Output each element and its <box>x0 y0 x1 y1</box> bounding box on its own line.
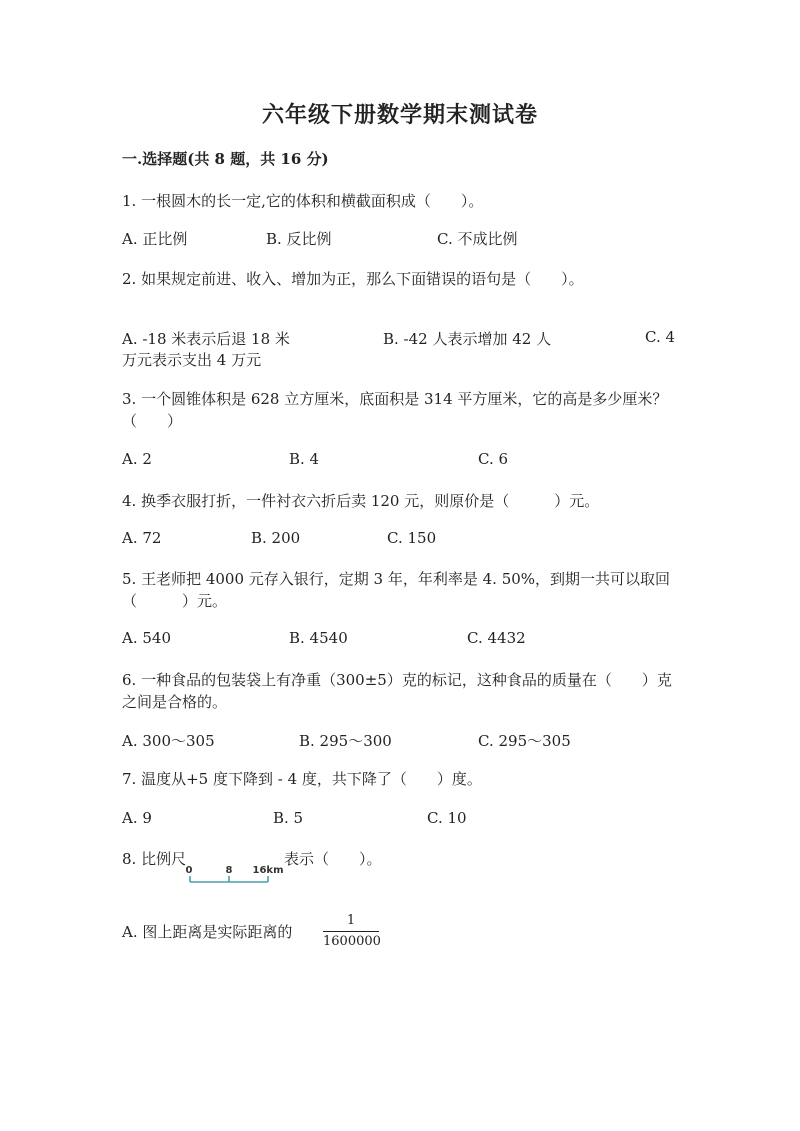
page-title: 六年级下册数学期末测试卷 <box>261 102 538 128</box>
question-2-option-a[interactable]: A. -18 米表示后退 18 米 <box>122 330 290 348</box>
scale-label-16km: 16km <box>252 865 284 876</box>
question-6-stem: 6. 一种食品的包装袋上有净重（300±5）克的标记，这种食品的质量在（ ）克之间是合格的。 <box>122 671 672 711</box>
fraction-denominator: 1600000 <box>323 934 381 949</box>
question-4-option-b[interactable]: B. 200 <box>251 529 301 547</box>
question-7-option-b[interactable]: B. 5 <box>273 809 304 827</box>
question-6-option-a[interactable]: A. 300～305 <box>122 732 215 750</box>
question-1-stem: 1. 一根圆木的长一定,它的体积和横截面积成（ ）。 <box>122 192 484 210</box>
question-3-stem: 3. 一个圆锥体积是 628 立方厘米，底面积是 314 平方厘米，它的高是多少厘米？（ ） <box>122 390 668 430</box>
fraction-numerator: 1 <box>346 913 356 928</box>
question-4-option-a[interactable]: A. 72 <box>122 529 162 547</box>
question-2-stem: 2. 如果规定前进、收入、增加为正，那么下面错误的语句是（ ）。 <box>122 270 584 288</box>
question-7-option-c[interactable]: C. 10 <box>427 809 467 827</box>
question-8-stem-suffix: 表示（ ）。 <box>284 850 382 868</box>
question-2-option-c[interactable]: C. 4 <box>645 328 676 346</box>
question-8-option-a[interactable]: A. 图上距离是实际距离的 <box>122 923 293 941</box>
question-5-option-b[interactable]: B. 4540 <box>289 629 348 647</box>
fraction <box>323 913 379 950</box>
scale-bar-figure <box>186 862 286 888</box>
question-3-option-b[interactable]: B. 4 <box>289 450 320 468</box>
question-6-option-b[interactable]: B. 295～300 <box>299 732 392 750</box>
question-3-option-a[interactable]: A. 2 <box>122 450 152 468</box>
question-2-option-b[interactable]: B. -42 人表示增加 42 人 <box>383 330 552 348</box>
question-5-option-a[interactable]: A. 540 <box>122 629 171 647</box>
question-7-option-a[interactable]: A. 9 <box>122 809 152 827</box>
question-2-option-c-continued: 万元表示支出 4 万元 <box>122 351 262 369</box>
fraction-bar <box>323 931 379 932</box>
question-6-option-c[interactable]: C. 295～305 <box>478 732 571 750</box>
question-5-option-c[interactable]: C. 4432 <box>467 629 526 647</box>
question-4-option-c[interactable]: C. 150 <box>387 529 437 547</box>
question-5-stem: 5. 王老师把 4000 元存入银行，定期 3 年，年利率是 4. 50%，到期一共可以取回（ ）元。 <box>122 570 671 610</box>
question-7-stem: 7. 温度从+5 度下降到 - 4 度，共下降了（ ）度。 <box>122 770 482 788</box>
question-4-stem: 4. 换季衣服打折，一件衬衣六折后卖 120 元，则原价是（ ）元。 <box>122 492 600 510</box>
scale-label-8: 8 <box>225 865 233 876</box>
question-3-option-c[interactable]: C. 6 <box>478 450 509 468</box>
scale-label-0: 0 <box>186 865 193 876</box>
section-heading: 一.选择题(共 8 题，共 16 分) <box>122 150 329 168</box>
question-1-option-a[interactable]: A. 正比例 <box>122 230 188 248</box>
question-8-stem-prefix: 8. 比例尺 <box>122 850 187 868</box>
question-1-option-b[interactable]: B. 反比例 <box>266 230 332 248</box>
question-1-option-c[interactable]: C. 不成比例 <box>437 230 518 248</box>
